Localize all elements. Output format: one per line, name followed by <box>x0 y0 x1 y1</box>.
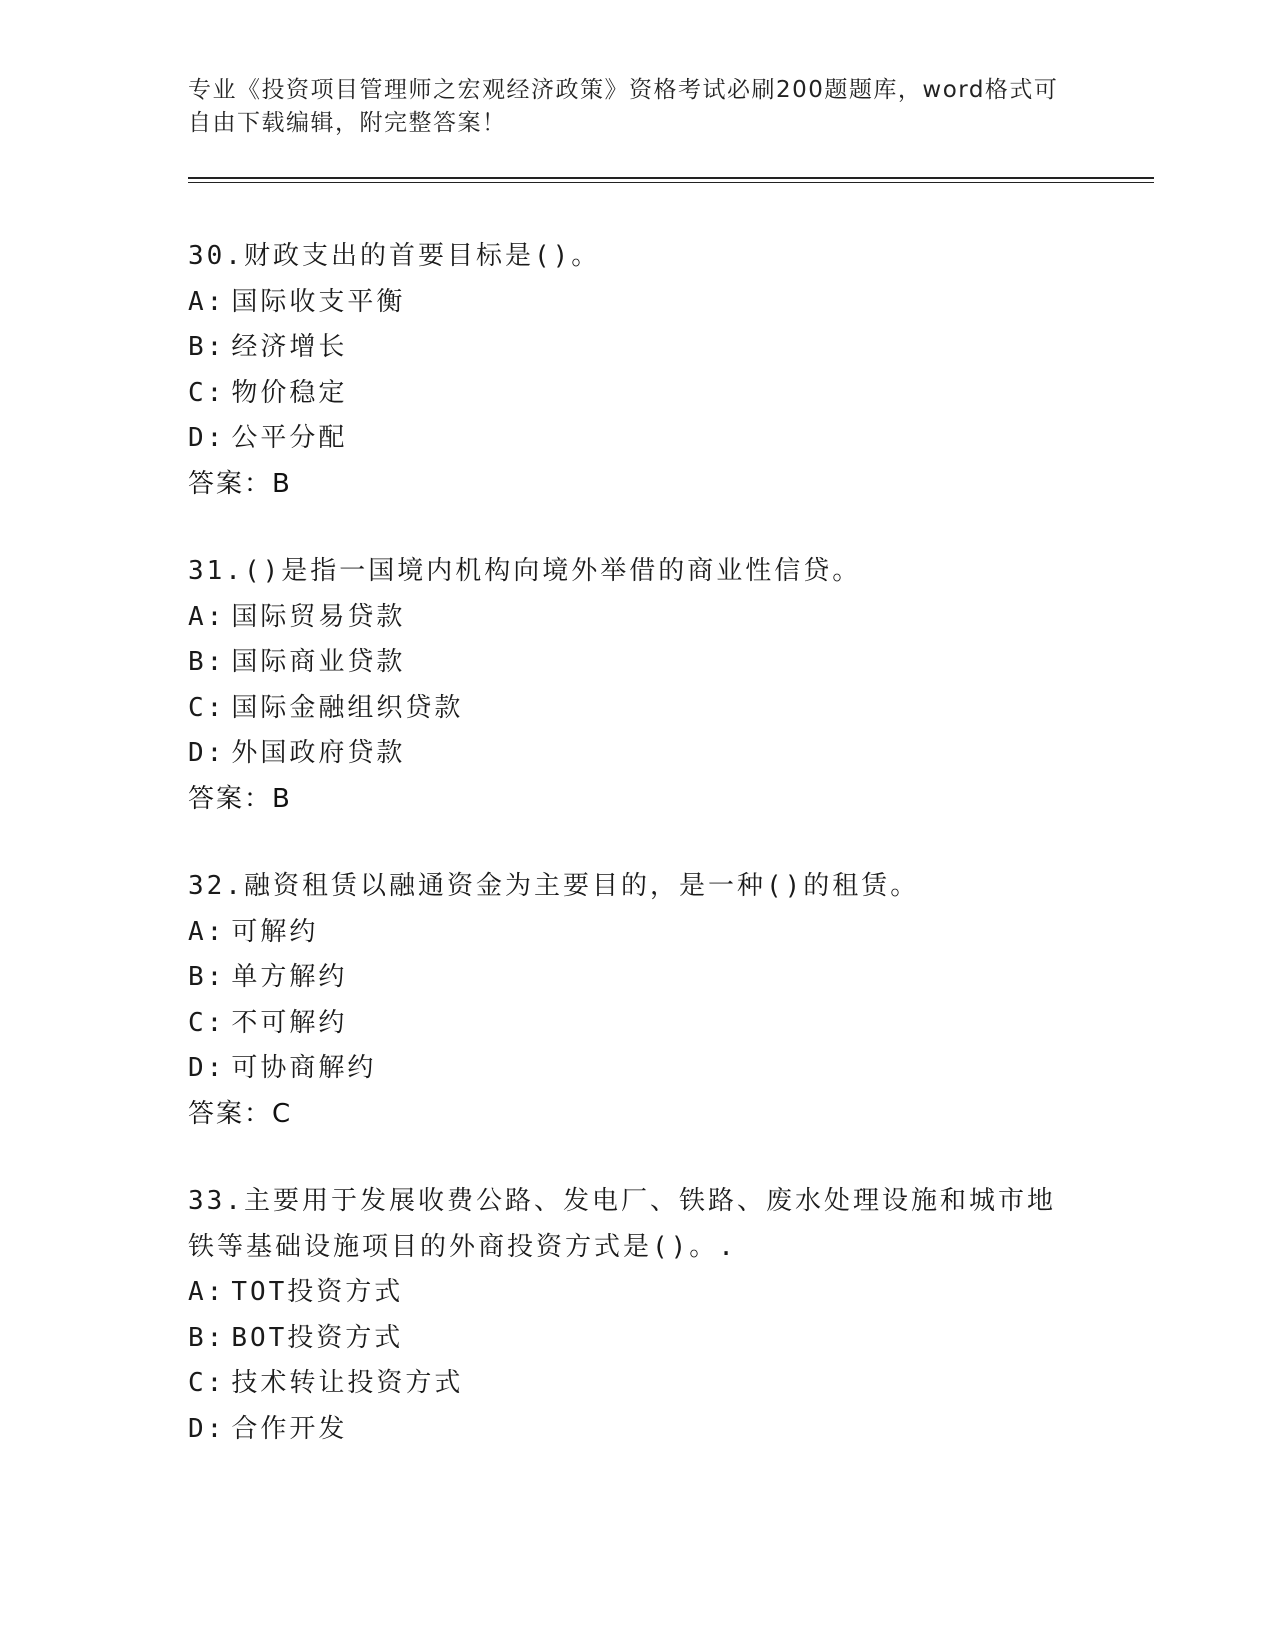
document-header <box>188 74 1068 140</box>
question-list <box>188 234 1088 1452</box>
header-line-2: 自由下载编辑，附完整答案！ <box>188 110 507 136</box>
option-letter: A: <box>188 286 226 317</box>
option-d <box>188 1046 1088 1092</box>
answer-text: 答案：C <box>188 1098 293 1129</box>
answer-text: 答案：B <box>188 468 292 499</box>
option-c <box>188 686 1088 732</box>
header-divider-thin <box>188 182 1154 183</box>
option-text: BOT投资方式 <box>231 1322 404 1353</box>
answer-text: 答案：B <box>188 783 292 814</box>
option-letter: B: <box>188 1322 226 1353</box>
question-text: 31.()是指一国境内机构向境外举借的商业性信贷。 <box>188 556 862 586</box>
option-d <box>188 1407 1088 1453</box>
option-text: 单方解约 <box>231 962 348 992</box>
option-text: 国际贸易贷款 <box>231 601 406 632</box>
option-d <box>188 416 1088 462</box>
option-letter: B: <box>188 332 226 362</box>
option-letter: C: <box>188 377 226 408</box>
option-a <box>188 1270 1088 1316</box>
option-text: 公平分配 <box>231 423 348 453</box>
question-text: 32.融资租赁以融通资金为主要目的，是一种()的租赁。 <box>188 871 920 901</box>
option-a <box>188 280 1088 326</box>
option-c <box>188 371 1088 417</box>
option-a <box>188 595 1088 641</box>
option-text: 外国政府贷款 <box>231 738 406 768</box>
option-text: 国际金融组织贷款 <box>231 692 464 723</box>
option-text: 不可解约 <box>231 1007 348 1038</box>
option-letter: D: <box>188 423 226 453</box>
option-text: 国际收支平衡 <box>231 286 406 317</box>
option-text: 合作开发 <box>231 1413 348 1444</box>
question-text: 30.财政支出的首要目标是()。 <box>188 241 601 271</box>
option-d <box>188 731 1088 777</box>
header-line-1: 专业《投资项目管理师之宏观经济政策》资格考试必刷200题题库，word格式可 <box>188 77 1059 103</box>
option-letter: A: <box>188 916 226 947</box>
header-divider-thick <box>188 177 1154 179</box>
option-letter: A: <box>188 1277 226 1307</box>
option-letter: D: <box>188 1053 226 1083</box>
option-b <box>188 640 1088 686</box>
option-c <box>188 1001 1088 1047</box>
option-text: 可协商解约 <box>231 1053 377 1083</box>
option-text: 国际商业贷款 <box>231 647 406 677</box>
option-text: 技术转让投资方式 <box>231 1368 464 1398</box>
option-text: 可解约 <box>231 916 319 947</box>
option-letter: A: <box>188 601 226 632</box>
option-text: 物价稳定 <box>231 377 348 408</box>
option-letter: D: <box>188 738 226 768</box>
option-b <box>188 1316 1088 1362</box>
question-30 <box>188 234 1088 507</box>
question-33 <box>188 1179 1088 1452</box>
option-c <box>188 1361 1088 1407</box>
option-letter: B: <box>188 647 226 677</box>
option-text: TOT投资方式 <box>231 1277 404 1307</box>
question-text: 33.主要用于发展收费公路、发电厂、铁路、废水处理设施和城市地铁等基础设施项目的外商投资方式是()。. <box>188 1186 1056 1262</box>
option-b <box>188 955 1088 1001</box>
option-letter: B: <box>188 962 226 992</box>
option-letter: C: <box>188 1368 226 1398</box>
option-letter: C: <box>188 692 226 723</box>
question-32 <box>188 864 1088 1137</box>
question-31 <box>188 549 1088 822</box>
option-text: 经济增长 <box>231 332 348 362</box>
option-letter: C: <box>188 1007 226 1038</box>
option-a <box>188 910 1088 956</box>
option-b <box>188 325 1088 371</box>
option-letter: D: <box>188 1413 226 1444</box>
